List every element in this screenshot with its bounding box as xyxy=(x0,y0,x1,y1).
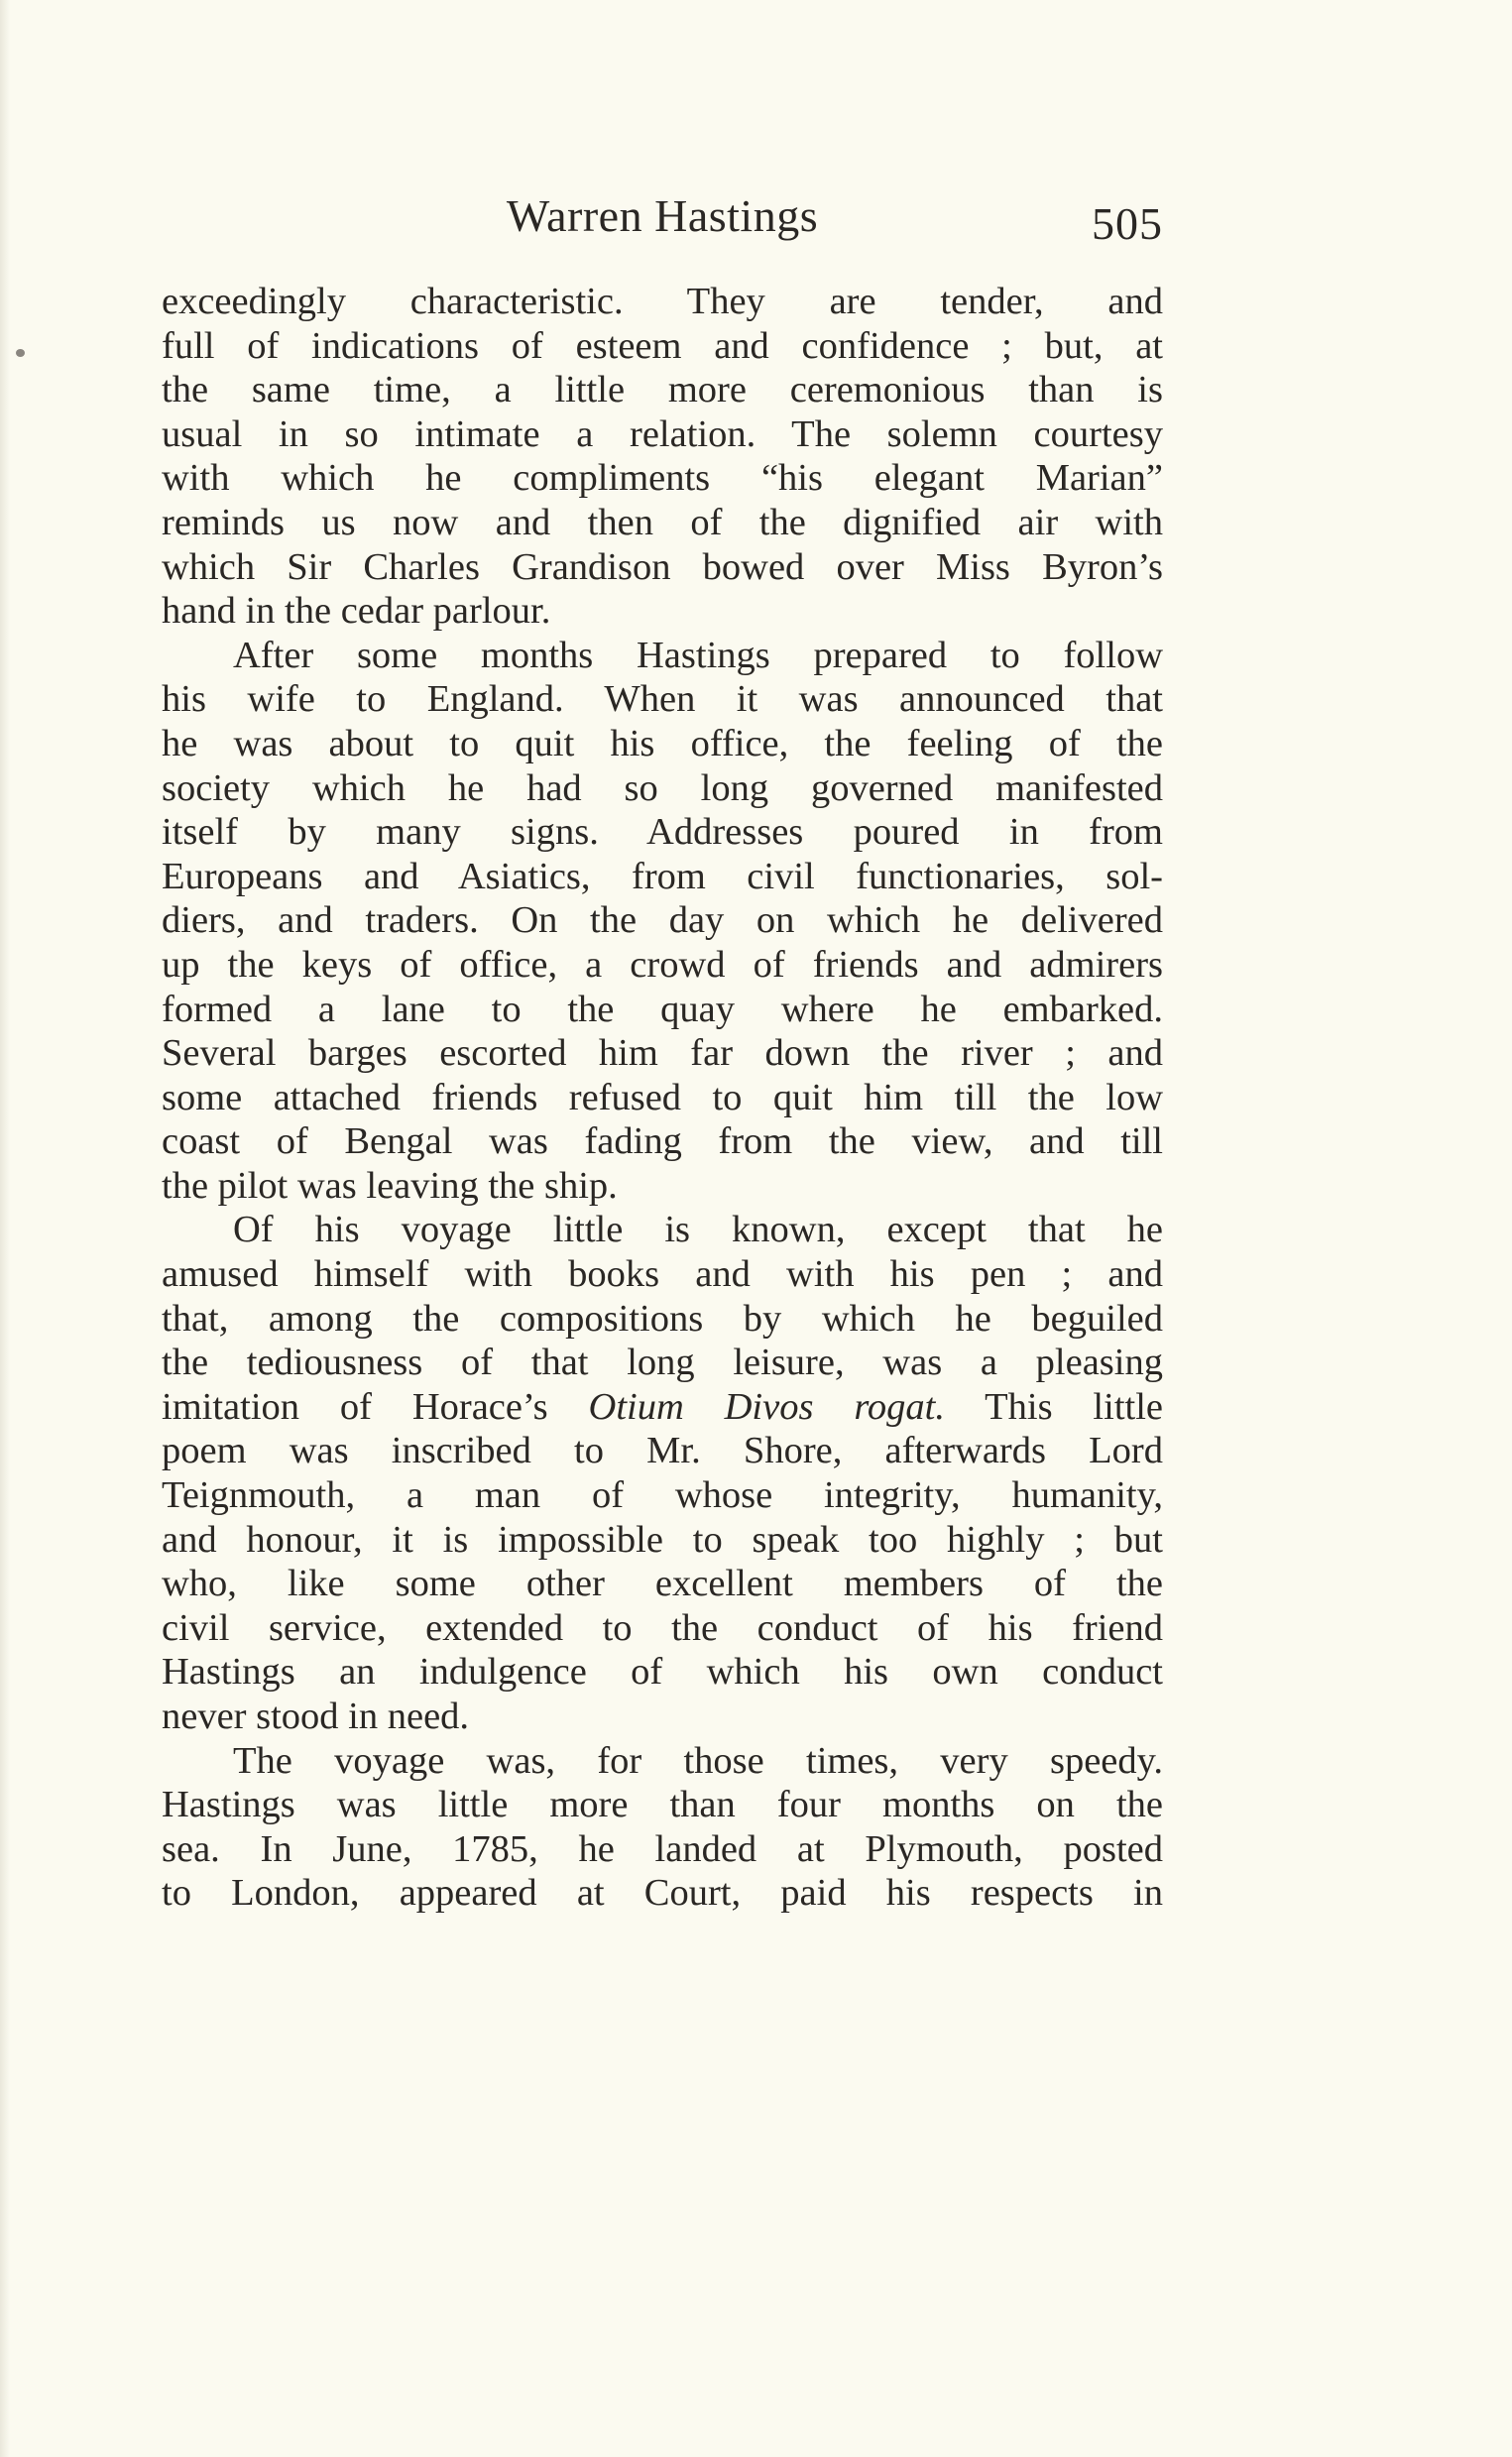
text-line: Hastings an indulgence of which his own conduct xyxy=(162,1651,1163,1694)
text-line: and honour, it is impossible to speak too highly ; but xyxy=(162,1518,1163,1561)
running-head xyxy=(162,186,1163,256)
italic-title: Otium Divos rogat. xyxy=(588,1385,945,1428)
text-line: formed a lane to the quay where he embarked. xyxy=(162,988,1163,1030)
text-line: coast of Bengal was fading from the view, and till xyxy=(162,1120,1163,1163)
text-line-with-italic xyxy=(162,1385,1163,1430)
text-line: that, among the compositions by which he beguiled xyxy=(162,1297,1163,1340)
text-line: to London, appeared at Court, paid his respects in xyxy=(162,1872,1163,1915)
text-line: the tediousness of that long leisure, was a pleasing xyxy=(162,1342,1163,1384)
text-line: Teignmouth, a man of whose integrity, humanity, xyxy=(162,1474,1163,1517)
page-number: 505 xyxy=(1092,198,1163,249)
text-line: Of his voyage little is known, except that he xyxy=(233,1209,1163,1251)
gutter-shadow xyxy=(0,0,10,2457)
text-line: the pilot was leaving the ship. xyxy=(162,1164,618,1207)
text-line: hand in the cedar parlour. xyxy=(162,590,551,633)
text-line: up the keys of office, a crowd of friends and admirers xyxy=(162,943,1163,986)
text-line: full of indications of esteem and confidence ; but, at xyxy=(162,324,1163,367)
text-line: society which he had so long governed manifested xyxy=(162,766,1163,809)
text-line: usual in so intimate a relation. The solemn courtesy xyxy=(162,412,1163,455)
text-line: The voyage was, for those times, very speedy. xyxy=(233,1739,1163,1782)
text-line: which Sir Charles Grandison bowed over Miss Byron’s xyxy=(162,545,1163,588)
text-line: itself by many signs. Addresses poured in from xyxy=(162,811,1163,854)
text-line: diers, and traders. On the day on which he delivered xyxy=(162,899,1163,942)
text-line: who, like some other excellent members of the xyxy=(162,1563,1163,1605)
text-line: civil service, extended to the conduct of his friend xyxy=(162,1606,1163,1649)
text-line: Several barges escorted him far down the river ; and xyxy=(162,1032,1163,1075)
text-line: Hastings was little more than four months on the xyxy=(162,1784,1163,1826)
text-line: some attached friends refused to quit him till the low xyxy=(162,1076,1163,1118)
text-line: poem was inscribed to Mr. Shore, afterwards Lord xyxy=(162,1430,1163,1472)
paper-speck xyxy=(16,349,25,357)
text-line: sea. In June, 1785, he landed at Plymouth, posted xyxy=(162,1827,1163,1870)
text-segment: imitation of Horace’s xyxy=(162,1385,589,1428)
text-line: with which he compliments “his elegant Marian” xyxy=(162,457,1163,500)
text-line: reminds us now and then of the dignified air with xyxy=(162,501,1163,543)
text-line: After some months Hastings prepared to follow xyxy=(233,634,1163,676)
text-line: never stood in need. xyxy=(162,1696,470,1737)
text-line: amused himself with books and with his pen ; and xyxy=(162,1253,1163,1296)
text-segment: This little xyxy=(944,1385,1163,1428)
text-line: exceedingly characteristic. They are tender, and xyxy=(162,281,1163,322)
running-title: Warren Hastings xyxy=(506,190,819,241)
text-line: his wife to England. When it was announced that xyxy=(162,678,1163,721)
body-text xyxy=(162,280,1163,1916)
text-line: he was about to quit his office, the feeling of the xyxy=(162,722,1163,764)
text-line: Europeans and Asiatics, from civil functionaries, sol- xyxy=(162,855,1163,897)
text-line: the same time, a little more ceremonious than is xyxy=(162,369,1163,411)
